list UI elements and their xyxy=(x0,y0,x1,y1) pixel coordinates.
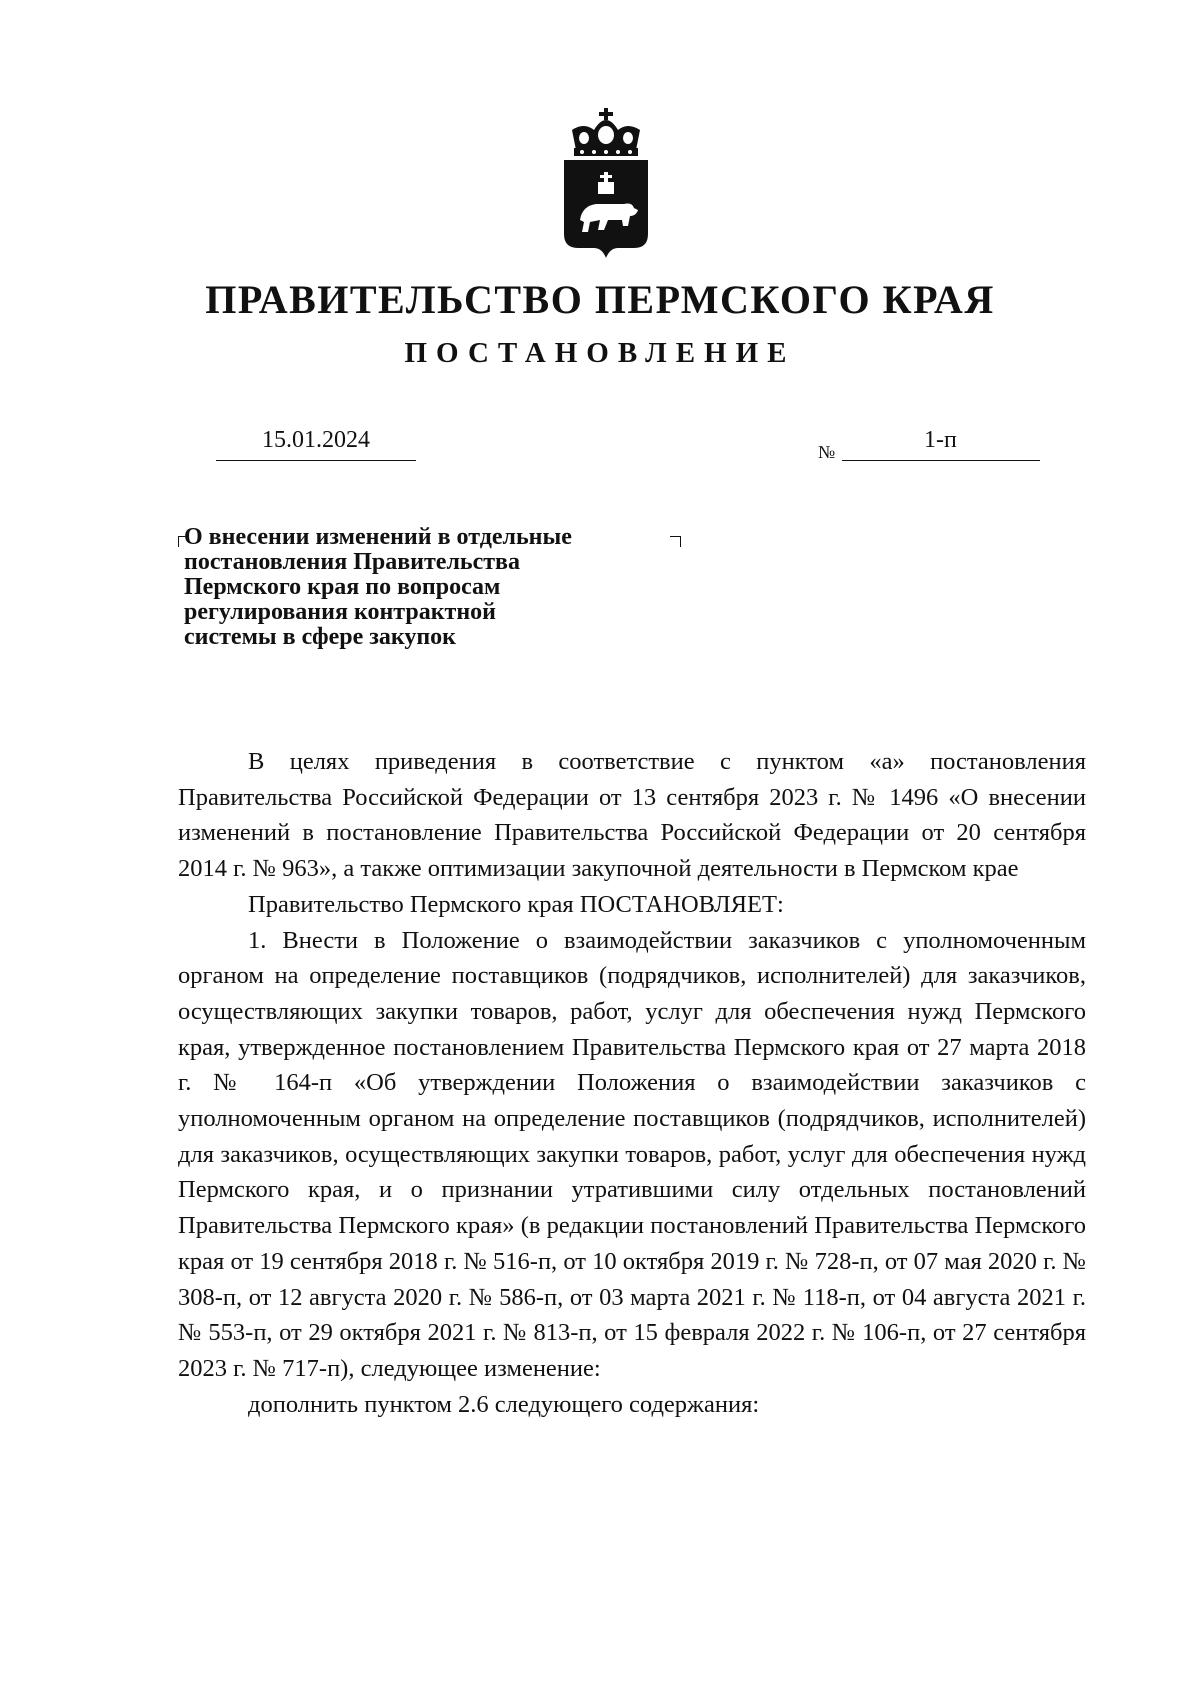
subject-line: постановления Правительства xyxy=(184,549,520,575)
document-number-field xyxy=(842,420,1040,461)
body-paragraph: дополнить пунктом 2.6 следующего содержания: xyxy=(248,1390,760,1418)
subject-corner-right xyxy=(670,536,681,547)
document-number: 1-п xyxy=(924,427,957,453)
subject-line: Пермского края по вопросам xyxy=(184,574,501,600)
body-paragraph: В целях приведения в соответствие с пунктом «а» постановления Правительства Российской Федерации от 13 сентября 2023 г. № 1496 «О внесении изменений в постановление Правительства Российской Федерации от 20 сентября 2014 г. № 963», а также оптимизации закупочной деятельности в Пермском крае xyxy=(178,748,1086,883)
document-type-title: ПОСТАНОВЛЕНИЕ xyxy=(404,337,796,369)
document-date: 15.01.2024 xyxy=(216,420,416,461)
subject-line: системы в сфере закупок xyxy=(184,624,457,650)
number-sign-label: № xyxy=(818,442,836,462)
document-body xyxy=(178,744,1086,1422)
document-subject xyxy=(184,525,664,650)
government-title: ПРАВИТЕЛЬСТВО ПЕРМСКОГО КРАЯ xyxy=(205,277,995,322)
body-paragraph: 1. Внести в Положение о взаимодействии заказчиков с уполномоченным органом на определение поставщиков (подрядчиков, исполнителей) для заказчиков, осуществляющих закупки товаров, работ, услуг для обеспечения нужд Пермского края, утвержденное постановлением Правительства Пермского края от 27 марта 2018 г. № 164-п «Об утверждении Положения о взаимодействии заказчиков с уполномоченным органом на определение поставщиков (подрядчиков, исполнителей) для заказчиков, осуществляющих закупки товаров, работ, услуг для обеспечения нужд Пермского края, и о признании утратившими силу отдельных постановлений Правительства Пермского края» (в редакции постановлений Правительства Пермского края от 19 сентября 2018 г. № 516-п, от 10 октября 2019 г. № 728-п, от 07 мая 2020 г. № 308-п, от 12 августа 2020 г. № 586-п, от 03 марта 2021 г. № 118-п, от 04 августа 2021 г. № 553-п, от 29 октября 2021 г. № 813-п, от 15 февраля 2022 г. № 106-п, от 27 сентября 2023 г. № 717-п), следующее изменение: xyxy=(178,926,1086,1382)
subject-line: регулирования контрактной xyxy=(184,599,496,625)
coat-of-arms-icon xyxy=(560,108,652,260)
body-paragraph: Правительство Пермского края ПОСТАНОВЛЯЕТ: xyxy=(248,890,784,918)
subject-line: О внесении изменений в отдельные xyxy=(184,524,572,550)
